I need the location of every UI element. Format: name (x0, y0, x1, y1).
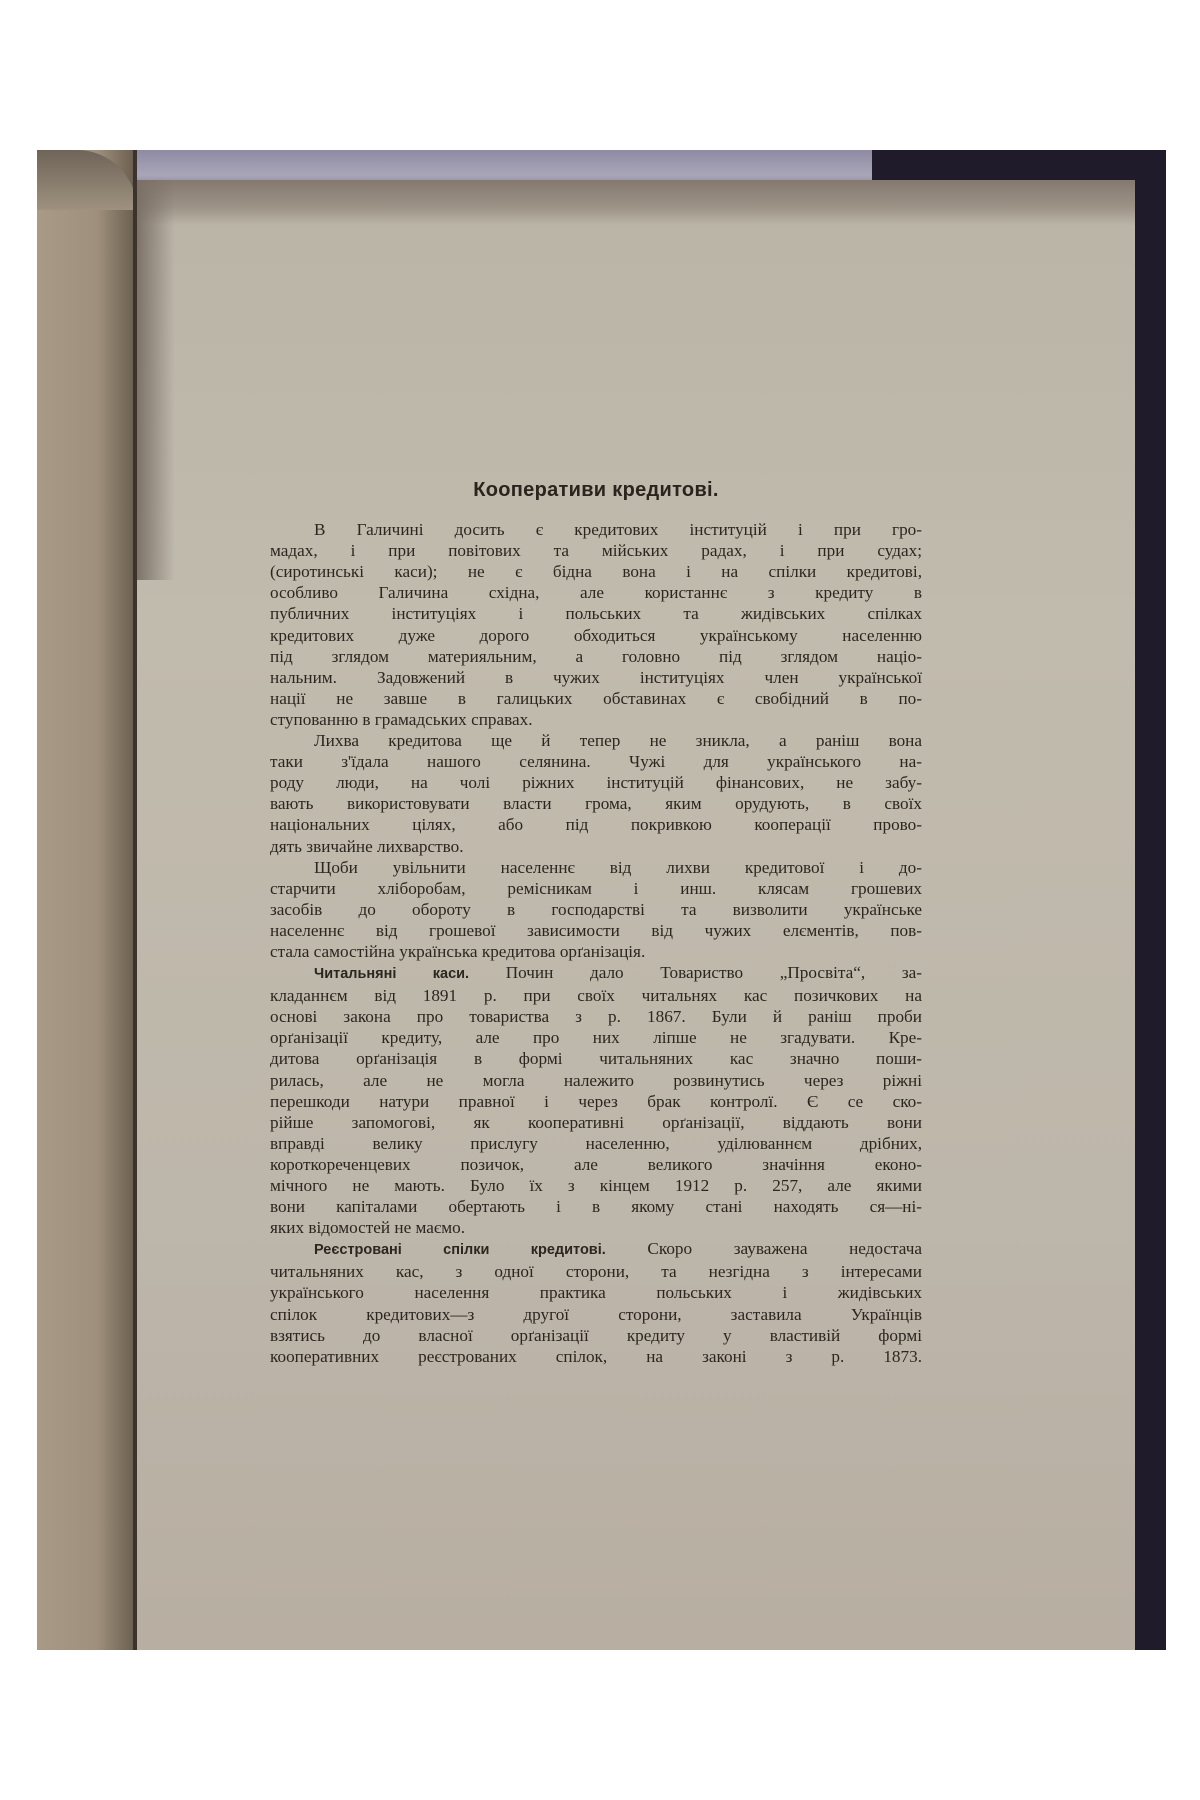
text-line: Щоби увільнити населеннє від лихви кредитової і до- (314, 857, 922, 877)
paragraph-1 (270, 519, 922, 730)
book-gutter (133, 150, 137, 1650)
text-line: дять звичайне лихварство. (270, 836, 464, 856)
text-run: Почин дало Товариство „Просвіта“, за- (469, 963, 922, 983)
text-line: рилась, але не могла належито розвинутись через ріжні (270, 1070, 922, 1090)
text-line: засобів до обороту в господарстві та визволити українське (270, 899, 922, 919)
text-line: (сиротинські каси); не є бідна вона і на спілки кредитові, (270, 562, 922, 582)
section-heading-run-in: Читальняні каси. (314, 966, 470, 983)
paragraph-2 (270, 730, 922, 857)
text-line: вправді велику прислугу населенню, уділюваннєм дрібних, (270, 1133, 922, 1153)
page-title: Кооперативи кредитові. (473, 479, 719, 501)
text-line: орґанізації кредиту, але про них ліпше не згадувати. Кре- (270, 1028, 922, 1048)
paragraph-3 (270, 857, 922, 962)
text-line: короткореченцевих позичок, але великого значіння еконо- (270, 1154, 922, 1174)
text-line: кладаннєм від 1891 р. при своїх читальнях кас позичкових на (270, 986, 922, 1006)
text-line: яких відомостей не маємо. (270, 1218, 466, 1238)
text-line: В Галичині досить є кредитових інституцій і при гро- (314, 520, 922, 540)
text-line: основі закона про товариства з р. 1867. Були й раніш проби (270, 1007, 922, 1027)
text-line: нальним. Задовжений в чужих інституціях член української (270, 667, 922, 687)
text-line: рійше запомогові, як кооперативні орґанізації, віддають вони (270, 1112, 922, 1132)
text-line: українського населення практика польських і жидівських (270, 1283, 922, 1303)
text-line: національних цілях, або під покривкою кооперації прово- (270, 815, 922, 835)
paragraph-reading-room-funds (270, 962, 922, 1238)
text-line: Лихва кредитова ще й тепер не зникла, а раніш вона (314, 731, 922, 751)
text-line: ступованню в грамадських справах. (270, 709, 533, 729)
text-line: вають використовувати власти грома, яким орудують, в своїх (270, 794, 922, 814)
text-line: під зглядом материяльним, а головно під зглядом націо- (270, 646, 922, 666)
text-line: дитова орґанізація в формі читальняних кас значно поши- (270, 1049, 922, 1069)
text-line: мічного не мають. Було їх з кінцем 1912 р. 257, але якими (270, 1176, 922, 1195)
text-run: Скоро зауважена недостача (605, 1239, 922, 1259)
text-line: старчити хліборобам, ремісникам і инш. клясам грошевих (270, 878, 922, 898)
text-line: публичних інституціях і польських та жидівських спілках (270, 604, 922, 624)
paragraph-registered-credit-unions (270, 1238, 922, 1367)
text-line: стала самостійна українська кредитова орґанізація. (270, 941, 646, 961)
page-shadow (135, 180, 1135, 225)
page-shadow-left (135, 180, 175, 580)
text-line: таки з'їдала нашого селянина. Чужі для українського на- (270, 752, 922, 772)
text-line: нації не завше в галицьких обставинах є свобідний в по- (270, 688, 922, 708)
left-page (37, 150, 137, 1650)
text-line: перешкоди натури правної і через брак контролї. Є се ско- (270, 1091, 922, 1111)
page-text (270, 480, 922, 1367)
text-line: мадах, і при повітових та мійських радах, і при судах; (270, 541, 922, 561)
text-line: населеннє від грошевої зависимости від чужих елєментів, пов- (270, 920, 922, 940)
text-line: особливо Галичина східна, але користаннє з кредиту в (270, 583, 922, 603)
text-line: вони капіталами обертають і в якому стані находять ся—ні- (270, 1197, 922, 1217)
text-line (270, 1238, 922, 1261)
text-line: читальняних кас, з одної сторони, та незгідна з інтересами (270, 1262, 922, 1282)
section-heading-run-in: Реєстровані спілки кредитові. (314, 1242, 606, 1259)
text-line: спілок кредитових—з другої сторони, заставила Українців (270, 1304, 922, 1324)
text-line (270, 962, 922, 985)
text-line: роду люди, на чолі ріжних інституцій фінансових, не забу- (270, 773, 922, 793)
text-line: кредитових дуже дорого обходиться українському населенню (270, 625, 922, 645)
text-line: взятись до власної орґанізації кредиту у властивій формі (270, 1325, 922, 1345)
text-line: кооперативних реєстрованих спілок, на законі з р. 1873. (270, 1346, 922, 1366)
